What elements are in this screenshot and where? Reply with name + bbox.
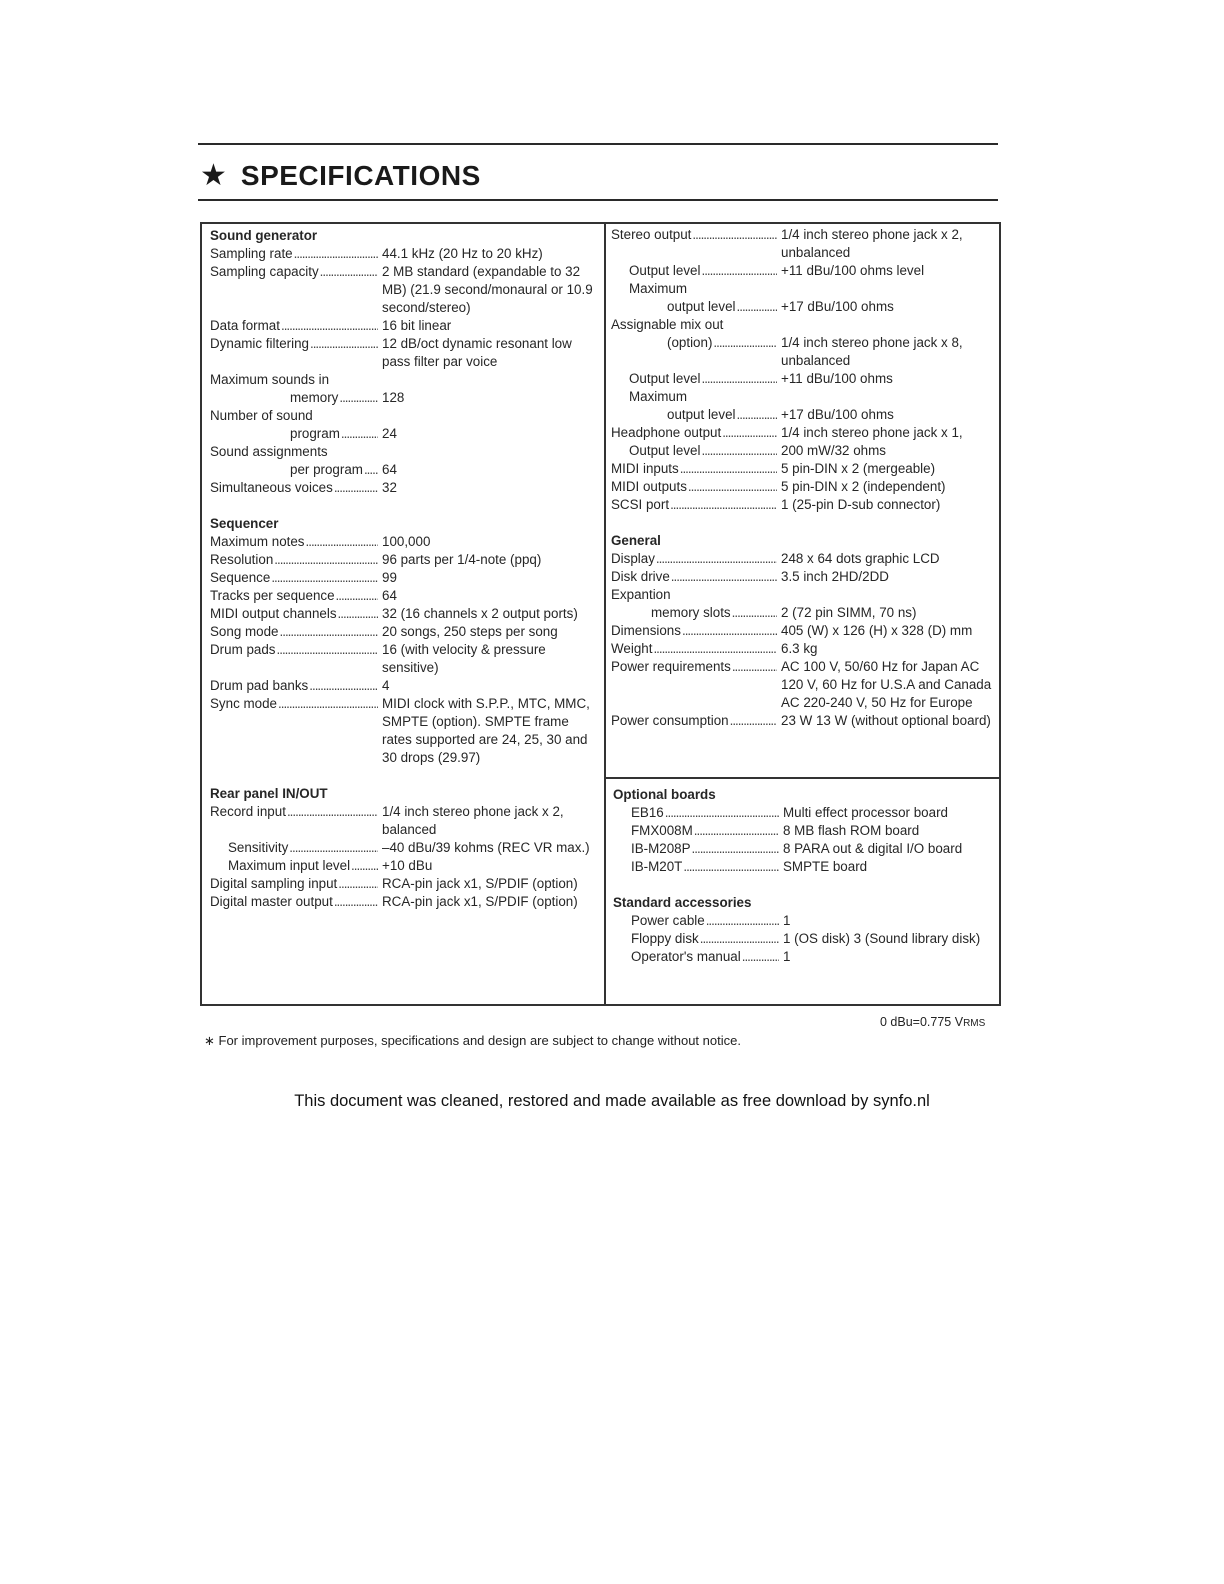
spec-row (210, 839, 598, 857)
spec-label: IB-M208P ..... (613, 840, 779, 858)
sound-generator-rows (210, 245, 598, 497)
spec-value: 1/4 inch stereo phone jack x 1, (781, 425, 963, 440)
spec-label: Sampling rate ..... (210, 245, 378, 263)
spec-value: AC 100 V, 50/60 Hz for Japan AC 120 V, 60 Hz for U.S.A and Canada AC 220-240 V, 50 Hz for Europe (781, 659, 992, 710)
spec-row (611, 442, 1001, 460)
spec-row (210, 875, 598, 893)
spec-label-line: Maximum (629, 389, 688, 404)
spec-value: 32 (16 channels x 2 output ports) (382, 606, 578, 621)
spec-row (613, 912, 1001, 930)
spec-value: 5 pin-DIN x 2 (independent) (781, 479, 946, 494)
sequencer-rows (210, 533, 598, 767)
spec-row (611, 568, 1001, 586)
spec-value: SMPTE board (783, 859, 868, 874)
spec-label-line: Expantion (611, 587, 671, 602)
spec-row (210, 533, 598, 551)
section-heading: Optional boards (613, 787, 716, 802)
page-title (200, 156, 481, 196)
spec-label: Dynamic filtering ..... (210, 335, 378, 371)
section-heading: Rear panel IN/OUT (210, 786, 328, 801)
disclaimer-text: ∗ For improvement purposes, specifications and design are subject to change without notice. (204, 1033, 741, 1048)
spec-row (611, 424, 1001, 442)
spec-label: Maximum notes ..... (210, 533, 378, 551)
spec-label: Maximum input level ..... (210, 857, 378, 875)
spec-value: 23 W 13 W (without optional board) (781, 713, 991, 728)
spec-label: Drum pads ..... (210, 641, 378, 677)
spec-row (611, 226, 1001, 262)
spec-row (210, 587, 598, 605)
spec-value: 24 (382, 426, 397, 441)
spec-label: Simultaneous voices ..... (210, 479, 378, 497)
spec-row (210, 245, 598, 263)
spec-row (210, 551, 598, 569)
spec-value: 100,000 (382, 534, 431, 549)
spec-label: (option) ..... (611, 334, 777, 370)
spec-label: Floppy disk ..... (613, 930, 779, 948)
spec-label: Song mode ..... (210, 623, 378, 641)
title-text: SPECIFICATIONS (240, 160, 481, 191)
spec-value: +10 dBu (382, 858, 433, 873)
spec-table (200, 222, 1001, 1006)
spec-value: 3.5 inch 2HD/2DD (781, 569, 889, 584)
spec-value: 1/4 inch stereo phone jack x 2, unbalanced (781, 227, 963, 260)
spec-row (611, 550, 1001, 568)
spec-label: Display ..... (611, 550, 777, 568)
spec-label: MIDI outputs ..... (611, 478, 777, 496)
spec-value: RCA-pin jack x1, S/PDIF (option) (382, 894, 578, 909)
spec-label-line: Maximum (629, 281, 688, 296)
spec-value: 4 (382, 678, 390, 693)
spec-label: IB-M20T ..... (613, 858, 779, 876)
spec-label: output level ..... (611, 406, 777, 424)
spec-value: 16 bit linear (382, 318, 452, 333)
spec-label: program ..... (210, 425, 378, 443)
spec-value: 1/4 inch stereo phone jack x 8, unbalanced (781, 335, 963, 368)
spec-row (613, 840, 1001, 858)
standard-accessories-rows (613, 912, 1001, 966)
section-heading: Sound generator (210, 228, 318, 243)
spec-label-line: Assignable mix out (611, 317, 724, 332)
spec-value: +17 dBu/100 ohms (781, 299, 894, 314)
spec-value: 32 (382, 480, 397, 495)
spec-label: Sequence ..... (210, 569, 378, 587)
spec-row (611, 478, 1001, 496)
spec-row (611, 604, 1001, 622)
spec-label-line: Number of sound (210, 408, 313, 423)
spec-value: 96 parts per 1/4-note (ppq) (382, 552, 542, 567)
spec-row (210, 605, 598, 623)
spec-label: Sync mode ..... (210, 695, 378, 767)
spec-label: Output level ..... (611, 442, 777, 460)
spec-label: Stereo output ..... (611, 226, 777, 262)
credit-text: This document was cleaned, restored and made available as free download by synfo.nl (294, 1092, 930, 1110)
spec-value: 99 (382, 570, 397, 585)
spec-label: Disk drive ..... (611, 568, 777, 586)
spec-row (210, 623, 598, 641)
spec-value: +11 dBu/100 ohms (781, 371, 893, 386)
spec-label: SCSI port ..... (611, 496, 777, 514)
optional-boards-rows (613, 804, 1001, 876)
spec-row (611, 334, 1001, 370)
spec-label: Tracks per sequence ..... (210, 587, 378, 605)
spec-value: Multi effect processor board (783, 805, 948, 820)
spec-label: Headphone output ..... (611, 424, 777, 442)
spec-label: Data format ..... (210, 317, 378, 335)
spec-row (210, 389, 598, 407)
spec-label: MIDI output channels ..... (210, 605, 378, 623)
spec-row (210, 857, 598, 875)
spec-value: 248 x 64 dots graphic LCD (781, 551, 940, 566)
dbu-reference-note: 0 dBu=0.775 VRMS (880, 1015, 986, 1029)
spec-row (210, 677, 598, 695)
output-rows (611, 226, 1001, 514)
spec-row (210, 641, 598, 677)
spec-value: 20 songs, 250 steps per song (382, 624, 558, 639)
section-divider (606, 777, 999, 779)
spec-value: 2 (72 pin SIMM, 70 ns) (781, 605, 917, 620)
right-column (611, 226, 1001, 730)
spec-value: 12 dB/oct dynamic resonant low pass filter par voice (382, 336, 572, 369)
spec-value: 8 MB flash ROM board (783, 823, 920, 838)
spec-row (611, 658, 1001, 712)
spec-value: 44.1 kHz (20 Hz to 20 kHz) (382, 246, 543, 261)
spec-value: +17 dBu/100 ohms (781, 407, 894, 422)
left-column (210, 227, 598, 911)
spec-row (613, 822, 1001, 840)
spec-row (210, 893, 598, 911)
spec-label: memory ..... (210, 389, 378, 407)
spec-label: Sampling capacity ..... (210, 263, 378, 317)
spec-row (613, 804, 1001, 822)
spec-value: 405 (W) x 126 (H) x 328 (D) mm (781, 623, 973, 638)
right-lower-column (613, 786, 1001, 966)
spec-label: Output level ..... (611, 370, 777, 388)
spec-row (210, 335, 598, 371)
column-divider (604, 224, 606, 1004)
spec-label: Power cable ..... (613, 912, 779, 930)
spec-row (611, 496, 1001, 514)
spec-value: 1 (OS disk) 3 (Sound library disk) (783, 931, 981, 946)
spec-value: 16 (with velocity & pressure sensitive) (382, 642, 546, 675)
spec-label: Power requirements ..... (611, 658, 777, 712)
spec-row (611, 622, 1001, 640)
spec-value: 128 (382, 390, 405, 405)
spec-value: MIDI clock with S.P.P., MTC, MMC, SMPTE (option). SMPTE frame rates supported are 24, 25, 30 and 30 drops (29.97) (382, 696, 590, 765)
spec-row (210, 461, 598, 479)
spec-label: MIDI inputs ..... (611, 460, 777, 478)
spec-label: FMX008M ..... (613, 822, 779, 840)
spec-row (611, 262, 1001, 280)
spec-label: Drum pad banks ..... (210, 677, 378, 695)
spec-row (210, 425, 598, 443)
spec-label: per program ..... (210, 461, 378, 479)
spec-row (210, 695, 598, 767)
spec-label-line: Sound assignments (210, 444, 328, 459)
spec-value: 1 (25-pin D-sub connector) (781, 497, 941, 512)
general-rows (611, 550, 1001, 730)
spec-value: 2 MB standard (expandable to 32 MB) (21.9 second/monaural or 10.9 second/stereo) (382, 264, 593, 315)
spec-value: 8 PARA out & digital I/O board (783, 841, 963, 856)
spec-label: Operator's manual ..... (613, 948, 779, 966)
spec-label: Digital master output ..... (210, 893, 378, 911)
spec-label: Digital sampling input ..... (210, 875, 378, 893)
spec-value: +11 dBu/100 ohms level (781, 263, 925, 278)
spec-label: memory slots ..... (611, 604, 777, 622)
spec-label: Sensitivity ..... (210, 839, 378, 857)
spec-value: RCA-pin jack x1, S/PDIF (option) (382, 876, 578, 891)
star-icon: ★ (200, 159, 227, 192)
section-heading: Standard accessories (613, 895, 752, 910)
spec-row (613, 930, 1001, 948)
spec-row (210, 479, 598, 497)
spec-value: 1 (783, 913, 791, 928)
spec-value: 6.3 kg (781, 641, 818, 656)
spec-value: –40 dBu/39 kohms (REC VR max.) (382, 840, 590, 855)
spec-label-line: Maximum sounds in (210, 372, 330, 387)
spec-row (210, 569, 598, 587)
spec-value: 64 (382, 588, 397, 603)
spec-value: 64 (382, 462, 397, 477)
spec-label: Output level ..... (611, 262, 777, 280)
spec-row (613, 948, 1001, 966)
top-rule (198, 143, 998, 145)
spec-row (611, 640, 1001, 658)
spec-row (611, 298, 1001, 316)
spec-row (210, 317, 598, 335)
spec-label: Power consumption ..... (611, 712, 777, 730)
spec-value: 1 (783, 949, 791, 964)
spec-row (611, 406, 1001, 424)
spec-label: Weight ..... (611, 640, 777, 658)
spec-row (613, 858, 1001, 876)
spec-row (210, 803, 598, 839)
spec-value: 5 pin-DIN x 2 (mergeable) (781, 461, 936, 476)
bottom-rule (198, 199, 998, 201)
rear-panel-rows (210, 803, 598, 911)
spec-row (611, 370, 1001, 388)
spec-label: output level ..... (611, 298, 777, 316)
spec-label: Record input ..... (210, 803, 378, 839)
spec-label: Dimensions ..... (611, 622, 777, 640)
spec-row (611, 712, 1001, 730)
spec-row (611, 460, 1001, 478)
spec-label: EB16 ..... (613, 804, 779, 822)
section-heading: Sequencer (210, 516, 279, 531)
spec-row (210, 263, 598, 317)
section-heading: General (611, 533, 661, 548)
spec-value: 1/4 inch stereo phone jack x 2, balanced (382, 804, 564, 837)
spec-label: Resolution ..... (210, 551, 378, 569)
spec-value: 200 mW/32 ohms (781, 443, 886, 458)
